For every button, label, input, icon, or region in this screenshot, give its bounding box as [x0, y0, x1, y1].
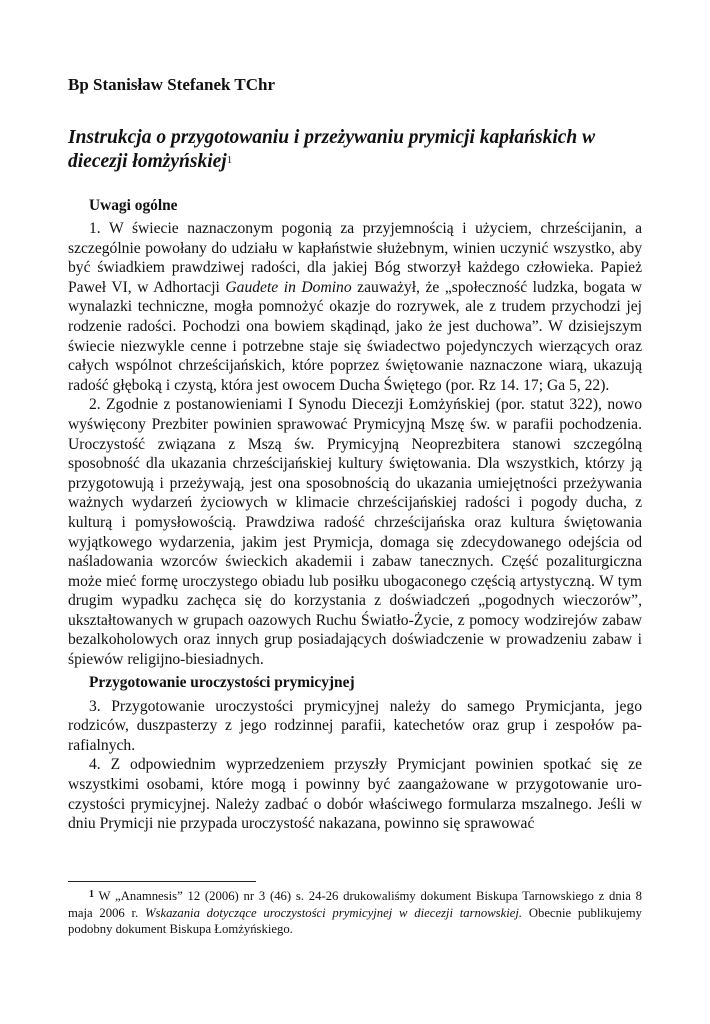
paragraph-1-part-b: zauważył, że „społeczność ludzka, bogata w wynalazki techniczne, mogła pomnożyć okazje do rozrywek, ale z trudem przychodzi jej rodzenie radości. Pochodzi ona bowiem skądinąd, jako że jest duchowa”. W dzisiejszym świecie niezwykle cenne i potrzebne staje się świadectwo pojedynczych wierzących oraz całych wspólnot chrześcijańskich, które poprzez świętowanie naznaczone wiarą, ukazują radość głęboką i czystą, która jest owocem Ducha Świętego (por. Rz 14. 17; Ga 5, 22). — [68, 278, 643, 394]
section-heading-preparation: Przygotowanie uroczystości prymicyjnej — [89, 673, 355, 691]
document-title — [68, 126, 642, 174]
paragraph-1-part-a: 1. W świecie naznaczonym pogonią za przyjemnością i użyciem, chrześcijanin, a szczególnie powołany do udziału w kapłaństwie służebnym, winien uczynić wszystko, aby być świadkiem prawdziwej radości, dla jakiej Bóg stworzył każdego człowieka. Papież Paweł VI, w Adhortacji — [68, 220, 642, 296]
footnote-italic-title: Wskazania dotyczące uroczystości prymicyjnej w diecezji tarnowskiej. — [144, 905, 523, 920]
footnote-divider — [68, 881, 256, 882]
paragraph-2: 2. Zgodnie z postanowieniami I Synodu Diecezji Łomżyńskiej (por. statut 322), nowo wyświęcony Prezbiter powinien sprawować Prymicyjną Mszę św. w parafii pochodzenia. Uroczystość związana z Mszą św. Prymicyjną Neoprezbitera stanowi szczególną sposobność dla ukazania chrześcijańskiej kultury świętowania. Dla wszystkich, którzy ją przygotowują i przeżywają, jest ona sposobnością do ukazania umiejętności przeżywania ważnych wydarzeń życiowych w klimacie chrześcijańskiej radości i pogody ducha, z kulturą i pomysłowością. Prawdziwa radość chrześcijańska oraz kultura świętowania wyjątkowego wydarzenia, jakim jest Prymicja, domaga się zdecydowanego odejścia od naśladowania wzorców świeckich akademii i zabaw tanecznych. Część pozaliturgiczna może mieć formę uroczystego obiadu lub posiłku ubogaconego częścią artystyczną. W tym drugim wypadku zachęca się do korzystania z doświadczeń „pogodnych wieczorów”, ukształtowanych w grupach oazowych Ruchu Światło-Życie, z pomocy wodzirejów zabaw bezalkoholowych oraz innych grup posiadających doświadczenie w prowadzeniu zabaw i śpiewów religijno-biesiadnych. — [68, 396, 642, 669]
footnote-number: 1 — [89, 889, 94, 900]
author-name: Bp Stanisław Stefanek TChr — [68, 75, 276, 94]
section-heading-general: Uwagi ogólne — [89, 197, 178, 214]
paragraph-1 — [68, 219, 642, 395]
footnote-1 — [68, 888, 642, 938]
paragraph-1-italic-title: Gaudete in Domino — [225, 278, 352, 296]
footnote-part-a: W „Anamnesis” 12 (2006) nr 3 (46) s. 24-26 drukowaliśmy dokument Biskupa Tarnowskiego z dnia 8 maja 2006 r. — [68, 889, 642, 920]
paragraph-4: 4. Z odpowiednim wyprzedzeniem przyszły Prymicjant powinien spotkać się ze wszystkimi osobami, które mogą i powinny być zaangażowane w przygotowanie uroczystości prymicyjnej. Należy zadbać o dobór właściwego formularza mszalnego. Jeśli w dniu Prymicji nie przypada uroczystość nakazana, powinno się sprawować — [68, 756, 642, 833]
title-footnote-ref[interactable]: 1 — [226, 154, 233, 166]
footnote-part-b: Obecnie publikujemy podobny dokument Biskupa Łomżyńskiego. — [68, 905, 642, 936]
paragraph-3: 3. Przygotowanie uroczystości prymicyjnej należy do samego Prymicjanta, jego rodziców, duszpasterzy z jego rodzinnej parafii, katechetów oraz grup i zespołów parafialnych. — [68, 697, 642, 754]
document-page — [68, 74, 642, 834]
title-text: Instrukcja o przygotowaniu i przeżywaniu prymicji kapłańskich w diecezji łomżyńskiej — [68, 127, 596, 172]
